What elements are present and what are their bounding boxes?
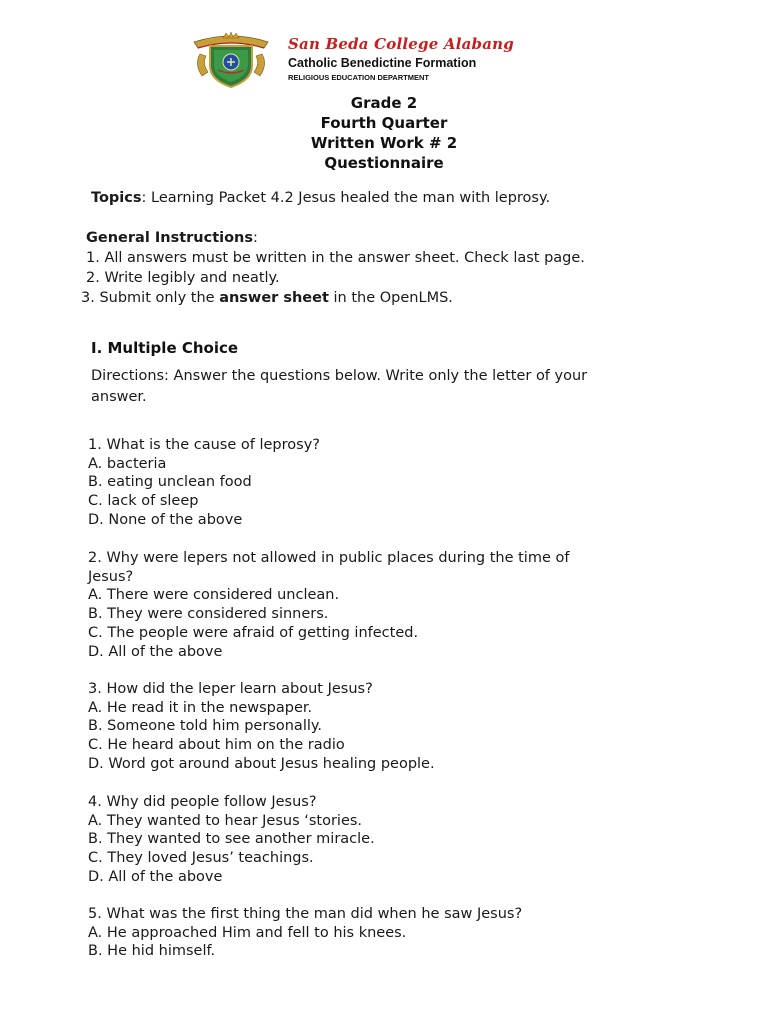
question-1 xyxy=(88,436,320,530)
questionnaire-title: Questionnaire xyxy=(324,154,444,172)
grade-title: Grade 2 xyxy=(350,94,418,112)
question-4-stem: 4. Why did people follow Jesus? xyxy=(88,794,317,810)
question-3 xyxy=(88,680,435,774)
question-2-option-b: B. They were considered sinners. xyxy=(88,606,329,623)
question-3-stem: 3. How did the leper learn about Jesus? xyxy=(88,681,373,697)
question-2-stem-cont: Jesus? xyxy=(88,568,134,585)
title-block xyxy=(0,93,768,173)
question-3-option-c: C. He heard about him on the radio xyxy=(88,737,345,754)
question-1-option-c: C. lack of sleep xyxy=(88,493,199,510)
topics-line xyxy=(91,190,550,206)
school-name: San Beda College Alabang xyxy=(288,35,514,53)
question-2-option-a: A. There were considered unclean. xyxy=(88,587,340,604)
question-1-option-b: B. eating unclean food xyxy=(88,474,252,491)
instruction-item-2: 2. Write legibly and neatly. xyxy=(86,270,280,286)
question-2-option-c: C. The people were afraid of getting infected. xyxy=(88,624,419,641)
instructions-colon: : xyxy=(253,230,258,246)
question-5-stem: 5. What was the first thing the man did when he saw Jesus? xyxy=(88,906,523,922)
question-4 xyxy=(88,793,375,887)
directions-line-2: answer. xyxy=(91,389,147,405)
question-1-stem: 1. What is the cause of leprosy? xyxy=(88,437,320,453)
letterhead xyxy=(190,32,514,92)
question-5-option-b: B. He hid himself. xyxy=(88,943,216,960)
directions-line-1: Directions: Answer the questions below. Write only the letter of your xyxy=(91,368,588,384)
instructions-heading xyxy=(86,230,258,246)
quarter-title: Fourth Quarter xyxy=(320,114,448,132)
question-5 xyxy=(88,905,522,961)
question-1-option-d: D. None of the above xyxy=(88,511,243,528)
instruction-item-1: 1. All answers must be written in the answer sheet. Check last page. xyxy=(86,250,585,266)
question-4-option-d: D. All of the above xyxy=(88,868,223,885)
question-5-option-a: A. He approached Him and fell to his knees. xyxy=(88,924,407,941)
question-1-option-a: A. bacteria xyxy=(88,455,167,472)
instructions-label: General Instructions xyxy=(86,230,254,246)
topics-colon: : xyxy=(141,190,147,206)
formation-subtitle: Catholic Benedictine Formation xyxy=(288,56,477,70)
answer-sheet-emphasis: answer sheet xyxy=(219,290,329,306)
question-2-stem: 2. Why were lepers not allowed in public places during the time of xyxy=(88,550,570,566)
question-2 xyxy=(88,549,569,661)
instruction-item-3-pre: 3. Submit only the xyxy=(81,290,220,306)
topics-text: Learning Packet 4.2 Jesus healed the man with leprosy. xyxy=(146,190,551,206)
school-seal-logo xyxy=(190,32,272,88)
question-3-option-d: D. Word got around about Jesus healing people. xyxy=(88,755,435,772)
question-4-option-a: A. They wanted to hear Jesus ‘stories. xyxy=(88,812,363,829)
department-name: RELIGIOUS EDUCATION DEPARTMENT xyxy=(288,73,429,82)
question-4-option-b: B. They wanted to see another miracle. xyxy=(88,831,375,848)
question-4-option-c: C. They loved Jesus’ teachings. xyxy=(88,850,314,867)
question-3-option-a: A. He read it in the newspaper. xyxy=(88,699,313,716)
written-work-title: Written Work # 2 xyxy=(310,134,458,152)
topics-label: Topics xyxy=(91,190,142,206)
question-2-option-d: D. All of the above xyxy=(88,643,223,660)
section-heading-multiple-choice: I. Multiple Choice xyxy=(91,339,239,357)
instruction-item-3-post: in the OpenLMS. xyxy=(328,290,453,306)
question-3-option-b: B. Someone told him personally. xyxy=(88,718,322,735)
instruction-item-3 xyxy=(81,290,453,306)
